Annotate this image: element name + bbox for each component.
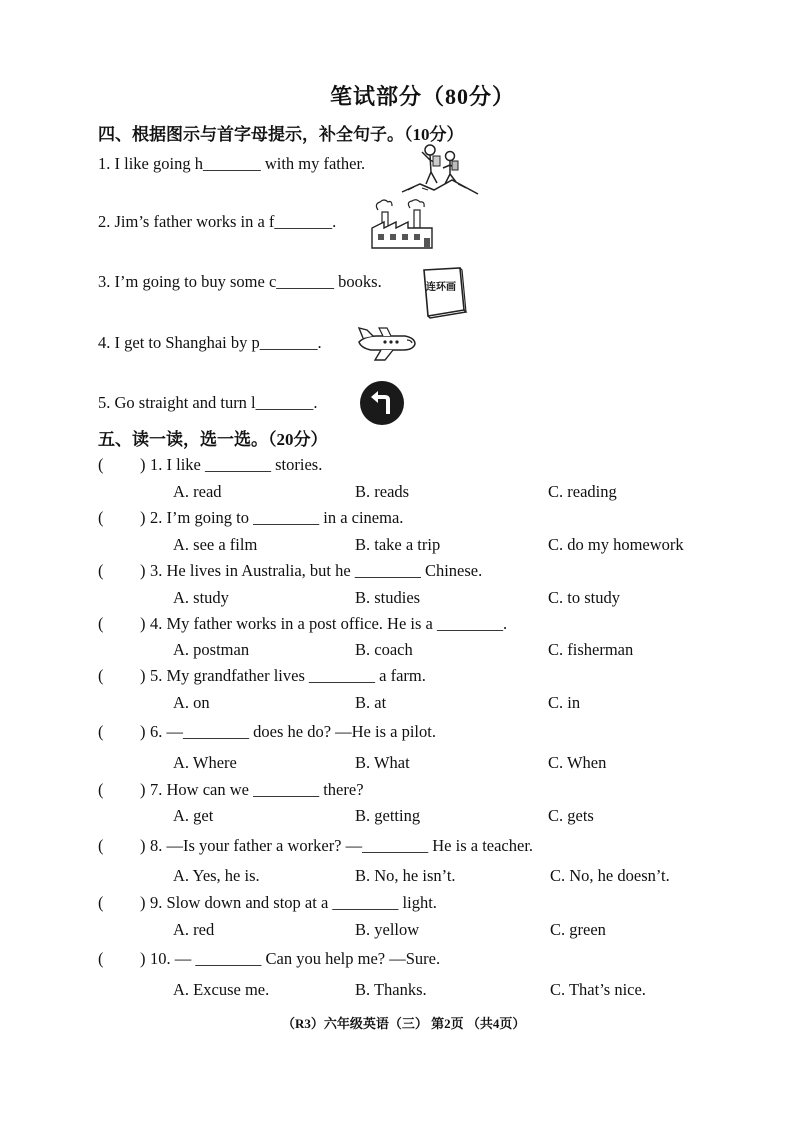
- option-a: A. postman: [173, 640, 250, 659]
- comic-book-label: 连环画: [426, 282, 456, 293]
- answer-bracket-close: ): [140, 722, 146, 741]
- comic-book-icon: [420, 266, 468, 320]
- hiking-people-icon: [400, 140, 480, 198]
- answer-bracket-open: (: [98, 561, 104, 580]
- question-stem: 2. I’m going to ________ in a cinema.: [150, 508, 404, 527]
- option-b: B. yellow: [355, 920, 420, 939]
- option-b: B. What: [355, 753, 410, 772]
- answer-bracket-close: ): [140, 561, 146, 580]
- answer-bracket-close: ): [140, 614, 146, 633]
- page-title: 笔试部分（80分）: [330, 84, 516, 109]
- option-a: A. study: [173, 588, 229, 607]
- option-c: C. No, he doesn’t.: [550, 866, 670, 885]
- section-5-heading: 五、读一读，选一选。（20分）: [98, 430, 328, 449]
- question-stem: 6. —________ does he do? —He is a pilot.: [150, 722, 436, 741]
- option-b: B. reads: [355, 482, 410, 501]
- question-stem: 3. He lives in Australia, but he ________ Chinese.: [150, 561, 483, 580]
- answer-bracket-open: (: [98, 508, 104, 527]
- option-c: C. do my homework: [548, 535, 684, 554]
- s4-item-3: 3. I’m going to buy some c_______ books.: [98, 272, 382, 291]
- s4-item-2: 2. Jim’s father works in a f_______.: [98, 212, 337, 231]
- answer-bracket-open: (: [98, 722, 104, 741]
- option-c: C. reading: [548, 482, 617, 501]
- option-a: A. Where: [173, 753, 237, 772]
- option-a: A. Yes, he is.: [173, 866, 260, 885]
- option-b: B. Thanks.: [355, 980, 427, 999]
- option-a: A. red: [173, 920, 215, 939]
- question-stem: 4. My father works in a post office. He is a ________.: [150, 614, 508, 633]
- answer-bracket-close: ): [140, 780, 146, 799]
- option-c: C. fisherman: [548, 640, 634, 659]
- answer-bracket-open: (: [98, 666, 104, 685]
- option-a: A. see a film: [173, 535, 258, 554]
- option-c: C. to study: [548, 588, 620, 607]
- question-stem: 7. How can we ________ there?: [150, 780, 364, 799]
- answer-bracket-close: ): [140, 949, 146, 968]
- option-c: C. When: [548, 753, 607, 772]
- answer-bracket-open: (: [98, 949, 104, 968]
- answer-bracket-close: ): [140, 893, 146, 912]
- question-stem: 8. —Is your father a worker? —________ He is a teacher.: [150, 836, 534, 855]
- question-stem: 10. — ________ Can you help me? —Sure.: [150, 949, 441, 968]
- option-a: A. get: [173, 806, 214, 825]
- s4-item-1: 1. I like going h_______ with my father.: [98, 154, 366, 173]
- factory-icon: [370, 198, 434, 250]
- page-footer: （R3）六年级英语（三） 第2页 （共4页）: [282, 1016, 526, 1031]
- option-c: C. in: [548, 693, 581, 712]
- option-b: B. getting: [355, 806, 421, 825]
- answer-bracket-close: ): [140, 508, 146, 527]
- answer-bracket-close: ): [140, 455, 146, 474]
- option-b: B. take a trip: [355, 535, 441, 554]
- question-stem: 9. Slow down and stop at a ________ light.: [150, 893, 437, 912]
- option-a: A. read: [173, 482, 222, 501]
- answer-bracket-open: (: [98, 780, 104, 799]
- answer-bracket-open: (: [98, 836, 104, 855]
- answer-bracket-open: (: [98, 455, 104, 474]
- option-c: C. gets: [548, 806, 594, 825]
- option-b: B. coach: [355, 640, 413, 659]
- option-b: B. No, he isn’t.: [355, 866, 456, 885]
- s4-item-4: 4. I get to Shanghai by p_______.: [98, 333, 322, 352]
- section-4-heading: 四、根据图示与首字母提示，补全句子。（10分）: [98, 125, 464, 144]
- airplane-icon: [355, 322, 417, 362]
- option-a: A. Excuse me.: [173, 980, 270, 999]
- answer-bracket-close: ): [140, 666, 146, 685]
- question-stem: 1. I like ________ stories.: [150, 455, 323, 474]
- option-c: C. green: [550, 920, 606, 939]
- turn-left-sign-icon: [359, 380, 405, 426]
- option-b: B. at: [355, 693, 387, 712]
- question-stem: 5. My grandfather lives ________ a farm.: [150, 666, 426, 685]
- answer-bracket-open: (: [98, 893, 104, 912]
- option-b: B. studies: [355, 588, 421, 607]
- s4-item-5: 5. Go straight and turn l_______.: [98, 393, 318, 412]
- option-c: C. That’s nice.: [550, 980, 646, 999]
- answer-bracket-open: (: [98, 614, 104, 633]
- option-a: A. on: [173, 693, 210, 712]
- answer-bracket-close: ): [140, 836, 146, 855]
